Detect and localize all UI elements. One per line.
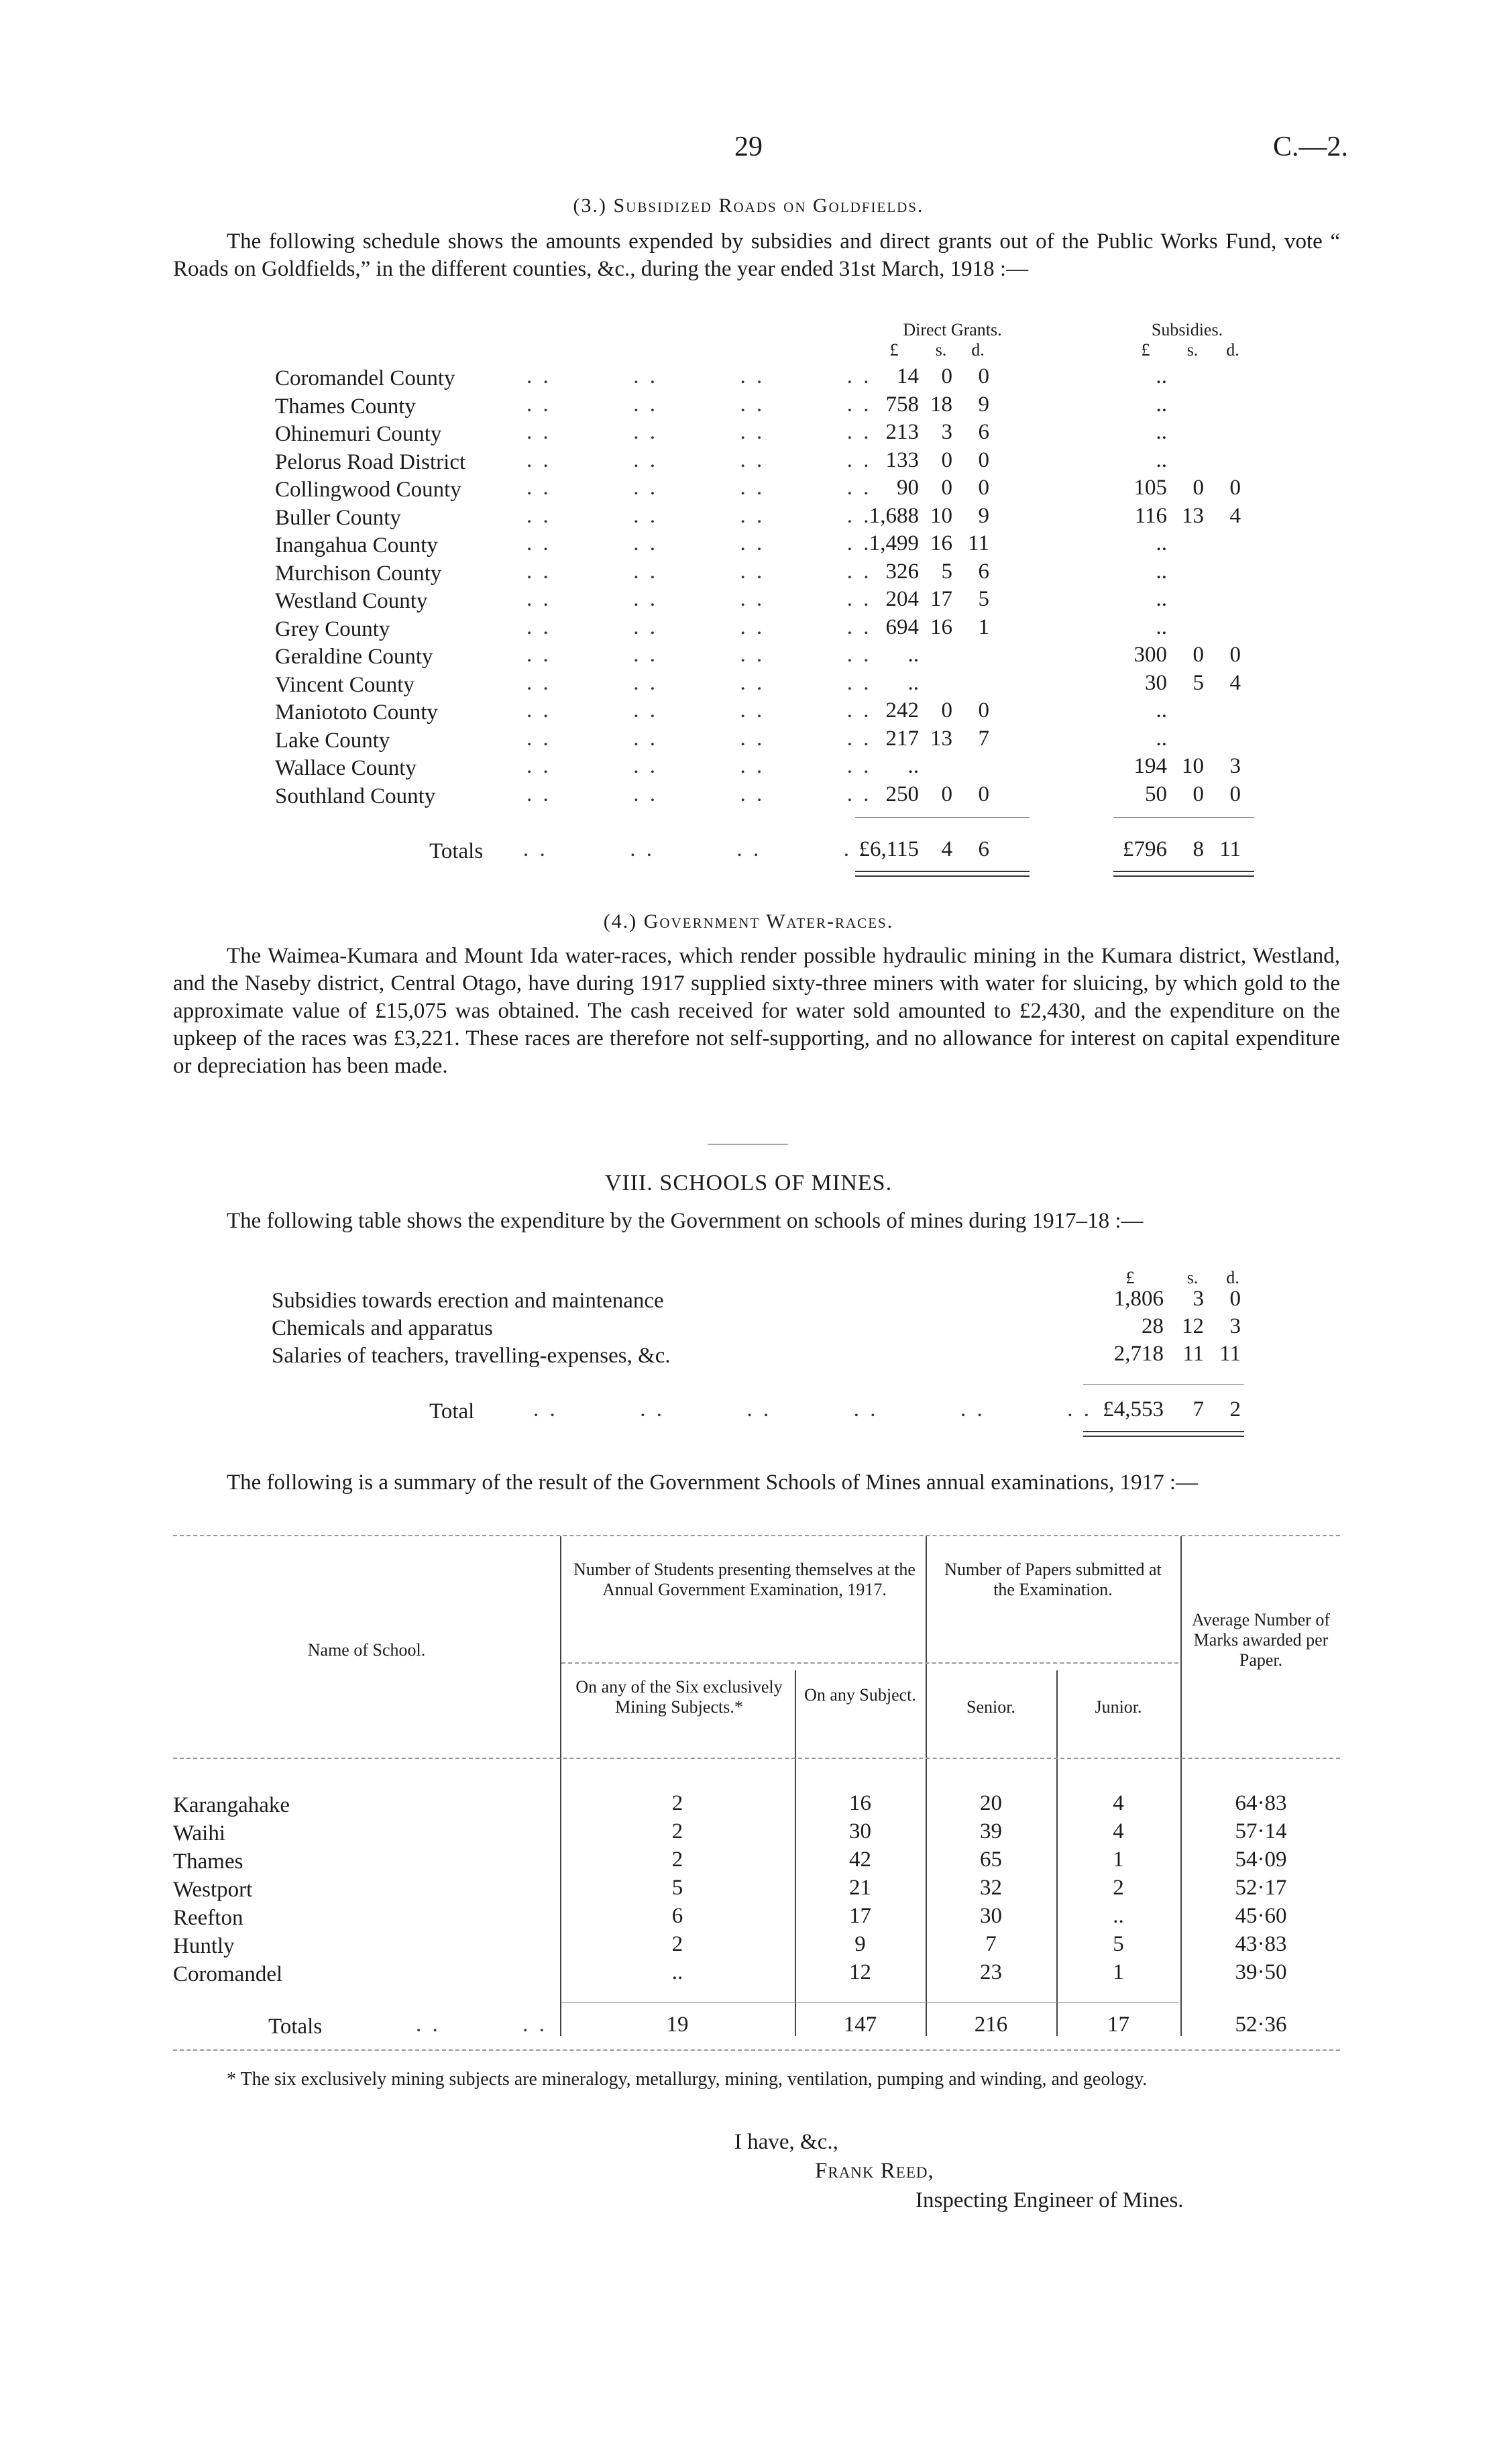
header-papers: Number of Papers submitted at the Examination.: [944, 1560, 1162, 1599]
schools-intro: The following table shows the expenditure by the Government on schools of mines during 1917–18 :—: [227, 1209, 1144, 1233]
water-heading: (4.) Government Water-races.: [603, 910, 894, 932]
subsidy-pence: 3: [1229, 754, 1241, 778]
direct-grant-pence: 1: [978, 615, 989, 639]
six-subjects-count: 5: [671, 1876, 683, 1900]
header-bottom-rule: [173, 1758, 1340, 1759]
school-name: Huntly: [173, 1934, 235, 1958]
total-any: 147: [843, 2013, 877, 2037]
subsidy-pounds: ..: [1156, 615, 1167, 639]
direct-grant-pence: 9: [978, 392, 989, 417]
total-average: 52·36: [1235, 2013, 1287, 2037]
direct-grant-pounds: 213: [885, 420, 919, 444]
junior-papers: 4: [1113, 1791, 1124, 1815]
county-name: Ohinemuri County: [275, 422, 442, 446]
county-name: Coromandel County: [275, 366, 455, 390]
subsidies-header: Subsidies.: [1151, 320, 1223, 339]
six-subjects-count: 2: [671, 1791, 683, 1815]
county-name: Southland County: [275, 784, 436, 808]
direct-grant-pence: 11: [968, 531, 989, 555]
unit-shillings: s.: [935, 340, 947, 360]
average-marks: 45·60: [1235, 1904, 1287, 1928]
unit-shillings: s.: [1186, 340, 1199, 360]
expenditure-shillings: 11: [1182, 1342, 1204, 1366]
average-marks: 64·83: [1235, 1791, 1287, 1815]
leader-dots: . . . . . . . .: [526, 364, 872, 388]
header-any-subject: On any Subject.: [804, 1685, 916, 1705]
six-subjects-count: 6: [671, 1904, 683, 1928]
subsidy-pounds: ..: [1156, 420, 1167, 444]
direct-grant-pounds: 694: [885, 615, 919, 639]
any-subject-count: 12: [849, 1960, 871, 1984]
unit-pence: d.: [1226, 1268, 1239, 1287]
direct-grant-shillings: 0: [941, 782, 952, 806]
subsidy-pounds: 116: [1134, 504, 1167, 528]
document-code: C.—2.: [1272, 131, 1348, 162]
direct-grant-pence: 0: [978, 782, 989, 806]
header-sub-rule: [561, 1662, 1178, 1664]
direct-grant-shillings: 0: [941, 698, 952, 722]
leader-dots: . . . .: [416, 2013, 547, 2037]
subsidy-pounds: ..: [1156, 559, 1167, 584]
subsidy-pence: 4: [1229, 504, 1241, 528]
total-sub-shillings: 8: [1193, 837, 1204, 861]
header-students: Number of Students presenting themselves at the Annual Government Examination, 1917.: [573, 1560, 916, 1599]
school-name: Waihi: [173, 1821, 225, 1845]
header-senior: Senior.: [966, 1697, 1015, 1717]
direct-grant-pounds: 204: [885, 587, 919, 611]
leader-dots: . . . . . . . .: [526, 476, 872, 500]
total-sub-pence: 11: [1219, 837, 1241, 861]
county-name: Maniototo County: [275, 700, 438, 725]
expenditure-pence: 0: [1229, 1287, 1241, 1311]
six-subjects-count: 2: [671, 1932, 683, 1956]
subsidy-pence: 0: [1229, 782, 1241, 806]
subsidy-pounds: ..: [1156, 392, 1167, 417]
total-sub-pounds: £796: [1123, 837, 1167, 861]
senior-papers: 20: [980, 1791, 1002, 1815]
senior-papers: 39: [980, 1819, 1002, 1843]
subsidy-pence: 0: [1229, 643, 1241, 667]
direct-grant-pounds: 1,688: [869, 504, 919, 528]
exams-intro: The following is a summary of the result of the Government Schools of Mines annual examinations, 1917 :—: [227, 1470, 1199, 1495]
roads-totals-label: Totals: [429, 839, 484, 863]
subsidy-pence: 0: [1229, 476, 1241, 500]
leader-dots: . . . . . . . .: [526, 559, 872, 584]
school-name: Westport: [173, 1878, 253, 1902]
subsidy-pounds: 30: [1145, 671, 1167, 695]
total-dg-shillings: 4: [941, 837, 952, 861]
county-name: Lake County: [275, 729, 390, 753]
expenditure-label: Salaries of teachers, travelling-expenses, &c.: [272, 1344, 671, 1368]
direct-grant-pounds: 242: [885, 698, 919, 722]
leader-dots: . . . . . . . .: [526, 587, 872, 611]
direct-grant-pounds: 217: [885, 727, 919, 751]
leader-dots: . . . . . . . .: [526, 782, 872, 806]
total-six: 19: [666, 2013, 689, 2037]
average-marks: 54·09: [1235, 1847, 1287, 1872]
leader-dots: . . . . . . . .: [526, 671, 872, 695]
direct-grant-pounds: 758: [885, 392, 919, 417]
column-rule: [560, 1536, 561, 2036]
leader-dots: . . . . . . . .: [526, 448, 872, 472]
direct-grant-pence: 5: [978, 587, 989, 611]
schools-heading: VIII. SCHOOLS OF MINES.: [604, 1171, 893, 1195]
direct-grant-shillings: 17: [930, 587, 952, 611]
senior-papers: 30: [980, 1904, 1002, 1928]
county-name: Westland County: [275, 589, 428, 613]
senior-papers: 7: [985, 1932, 997, 1956]
expenditure-pence: 3: [1229, 1314, 1241, 1338]
direct-grant-pounds: 326: [885, 559, 919, 584]
average-marks: 52·17: [1235, 1876, 1287, 1900]
direct-grant-pence: 0: [978, 476, 989, 500]
direct-grant-pounds: ..: [907, 754, 919, 778]
any-subject-count: 16: [849, 1791, 871, 1815]
direct-grant-pence: 0: [978, 448, 989, 472]
subsidy-pounds: 50: [1145, 782, 1167, 806]
double-rule: [855, 875, 1030, 877]
exam-totals-label: Totals: [268, 2015, 323, 2039]
header-average-marks: Average Number of Marks awarded per Paper.: [1192, 1610, 1330, 1670]
double-rule: [1113, 875, 1254, 877]
any-subject-count: 42: [849, 1847, 871, 1872]
double-rule: [1113, 871, 1254, 872]
column-rule: [926, 1536, 927, 2036]
divider: [561, 2002, 1178, 2003]
county-name: Buller County: [275, 506, 401, 530]
expenditure-pence: 11: [1219, 1342, 1241, 1366]
direct-grant-shillings: 10: [930, 504, 952, 528]
leader-dots: . . . . . . . .: [526, 531, 872, 555]
expenditure-label: Chemicals and apparatus: [272, 1316, 493, 1340]
leader-dots: . . . . . . . .: [526, 504, 872, 528]
expenditure-shillings: 12: [1182, 1314, 1204, 1338]
average-marks: 43·83: [1235, 1932, 1287, 1956]
direct-grant-shillings: 0: [941, 476, 952, 500]
page-number: 29: [734, 131, 763, 162]
school-name: Coromandel: [173, 1962, 283, 1986]
average-marks: 39·50: [1235, 1960, 1287, 1984]
header-junior: Junior.: [1095, 1697, 1142, 1717]
subsidy-pounds: ..: [1156, 364, 1167, 388]
county-name: Vincent County: [275, 673, 414, 697]
total-dg-pence: 6: [978, 837, 989, 861]
column-rule: [795, 1670, 796, 2036]
senior-papers: 65: [980, 1847, 1002, 1872]
unit-pounds: £: [1125, 1268, 1135, 1287]
junior-papers: 5: [1113, 1932, 1124, 1956]
total-dg-pounds: £6,115: [858, 837, 919, 861]
header-school-name: Name of School.: [307, 1640, 426, 1660]
subsidy-pounds: ..: [1156, 727, 1167, 751]
any-subject-count: 30: [849, 1819, 871, 1843]
school-name: Karangahake: [173, 1793, 290, 1817]
county-name: Inangahua County: [275, 533, 438, 557]
leader-dots: . . . . . . . .: [526, 643, 872, 667]
school-name: Reefton: [173, 1906, 243, 1930]
unit-pounds: £: [889, 340, 899, 360]
header-six-subjects: On any of the Six exclusively Mining Subjects.*: [575, 1677, 783, 1717]
unit-pence: d.: [971, 340, 985, 360]
junior-papers: 1: [1113, 1847, 1124, 1872]
leader-dots: . . . . . . . .: [526, 727, 872, 751]
table-top-rule: [173, 1535, 1340, 1536]
direct-grant-pence: 6: [978, 420, 989, 444]
senior-papers: 23: [980, 1960, 1002, 1984]
double-rule: [855, 871, 1030, 872]
subsidy-pounds: 300: [1133, 643, 1167, 667]
column-rule: [1056, 1670, 1058, 2036]
schools-total-shillings: 7: [1193, 1397, 1204, 1422]
expenditure-pounds: 1,806: [1113, 1287, 1164, 1311]
county-name: Pelorus Road District: [275, 450, 466, 474]
direct-grant-pence: 0: [978, 698, 989, 722]
direct-grant-shillings: 18: [930, 392, 952, 417]
leader-dots: . . . . . . . . . . . .: [533, 1397, 1092, 1422]
direct-grant-pounds: ..: [907, 671, 919, 695]
double-rule: [1083, 1431, 1244, 1432]
schools-total-pence: 2: [1229, 1397, 1241, 1422]
direct-grant-shillings: 0: [941, 448, 952, 472]
county-name: Wallace County: [275, 756, 417, 780]
footnote: * The six exclusively mining subjects are mineralogy, metallurgy, mining, ventilation, pumping and winding, and geology.: [227, 2069, 1148, 2090]
direct-grant-shillings: 5: [941, 559, 952, 584]
divider: [1083, 1384, 1244, 1385]
average-marks: 57·14: [1235, 1819, 1287, 1843]
direct-grant-pence: 6: [978, 559, 989, 584]
leader-dots: . . . . . . . .: [526, 754, 872, 778]
subsidy-pounds: ..: [1156, 448, 1167, 472]
direct-grant-pounds: ..: [907, 643, 919, 667]
county-name: Grey County: [275, 617, 390, 641]
roads-heading: (3.) Subsidized Roads on Goldfields.: [573, 195, 924, 217]
water-paragraph: The Waimea-Kumara and Mount Ida water-races, which render possible hydraulic mining in the Kumara district, Westland, and the Naseby district, Central Otago, have during 1917 supplied sixty-three miners with water for sluicing, by which gold to the approximate value of £15,075 was obtained. The cash received for water sold amounted to £2,430, and the expenditure on the upkeep of the races was £3,221. These races are therefore not self-supporting, and no allowance for interest on capital expenditure or depreciation has been made.: [173, 944, 1340, 1078]
direct-grant-shillings: 0: [941, 364, 952, 388]
subsidy-pounds: ..: [1156, 698, 1167, 722]
unit-pounds: £: [1141, 340, 1150, 360]
subsidy-pounds: ..: [1156, 587, 1167, 611]
junior-papers: ..: [1113, 1904, 1124, 1928]
direct-grant-shillings: 3: [941, 420, 952, 444]
expenditure-pounds: 28: [1142, 1314, 1164, 1338]
subsidy-pounds: ..: [1156, 531, 1167, 555]
any-subject-count: 17: [849, 1904, 871, 1928]
leader-dots: . . . . . . . .: [526, 420, 872, 444]
any-subject-count: 9: [854, 1932, 866, 1956]
county-name: Thames County: [275, 394, 416, 419]
subsidy-shillings: 10: [1182, 754, 1204, 778]
direct-grant-pounds: 14: [897, 364, 919, 388]
divider: [855, 817, 1030, 818]
six-subjects-count: 2: [671, 1847, 683, 1872]
school-name: Thames: [173, 1850, 243, 1874]
leader-dots: . . . . . . . .: [526, 698, 872, 722]
total-junior: 17: [1107, 2013, 1129, 2037]
direct-grant-pence: 7: [978, 727, 989, 751]
junior-papers: 4: [1113, 1819, 1124, 1843]
direct-grant-pounds: 90: [897, 476, 919, 500]
leader-dots: . . . . . . . .: [523, 837, 869, 861]
expenditure-label: Subsidies towards erection and maintenance: [272, 1289, 664, 1313]
junior-papers: 1: [1113, 1960, 1124, 1984]
junior-papers: 2: [1113, 1876, 1124, 1900]
divider: [1113, 817, 1254, 818]
unit-shillings: s.: [1186, 1268, 1199, 1287]
county-name: Murchison County: [275, 561, 442, 586]
subsidy-pence: 4: [1229, 671, 1241, 695]
direct-grants-header: Direct Grants.: [903, 320, 1002, 339]
table-bottom-rule: [173, 2049, 1340, 2051]
six-subjects-count: 2: [671, 1819, 683, 1843]
direct-grant-shillings: 16: [930, 615, 952, 639]
signature-name: Frank Reed,: [815, 2159, 934, 2183]
leader-dots: . . . . . . . .: [526, 392, 872, 417]
subsidy-pounds: 194: [1133, 754, 1167, 778]
schools-total-pounds: £4,553: [1103, 1397, 1164, 1422]
subsidy-shillings: 5: [1193, 671, 1204, 695]
senior-papers: 32: [980, 1876, 1002, 1900]
direct-grant-pounds: 250: [885, 782, 919, 806]
subsidy-pounds: 105: [1133, 476, 1167, 500]
direct-grant-pounds: 133: [885, 448, 919, 472]
total-senior: 216: [974, 2013, 1008, 2037]
subsidy-shillings: 0: [1193, 782, 1204, 806]
subsidy-shillings: 13: [1182, 504, 1204, 528]
subsidy-shillings: 0: [1193, 643, 1204, 667]
signature-greeting: I have, &c.,: [734, 2130, 838, 2154]
six-subjects-count: ..: [671, 1960, 683, 1984]
direct-grant-pounds: 1,499: [869, 531, 919, 555]
county-name: Geraldine County: [275, 645, 433, 669]
column-rule: [1180, 1536, 1182, 2036]
direct-grant-pence: 9: [978, 504, 989, 528]
direct-grant-pence: 0: [978, 364, 989, 388]
schools-total-label: Total: [429, 1399, 475, 1424]
expenditure-pounds: 2,718: [1113, 1342, 1164, 1366]
signature-title: Inspecting Engineer of Mines.: [916, 2188, 1184, 2212]
any-subject-count: 21: [849, 1876, 871, 1900]
double-rule: [1083, 1436, 1244, 1437]
unit-pence: d.: [1226, 340, 1239, 360]
roads-intro: The following schedule shows the amounts expended by subsidies and direct grants out of the Public Works Fund, vote “ Roads on Goldfields,” in the different counties, &c., during the year ended 31st March, 1918 :—: [173, 229, 1340, 281]
direct-grant-shillings: 16: [930, 531, 952, 555]
direct-grant-shillings: 13: [930, 727, 952, 751]
expenditure-shillings: 3: [1193, 1287, 1204, 1311]
leader-dots: . . . . . . . .: [526, 615, 872, 639]
county-name: Collingwood County: [275, 478, 461, 502]
subsidy-shillings: 0: [1193, 476, 1204, 500]
